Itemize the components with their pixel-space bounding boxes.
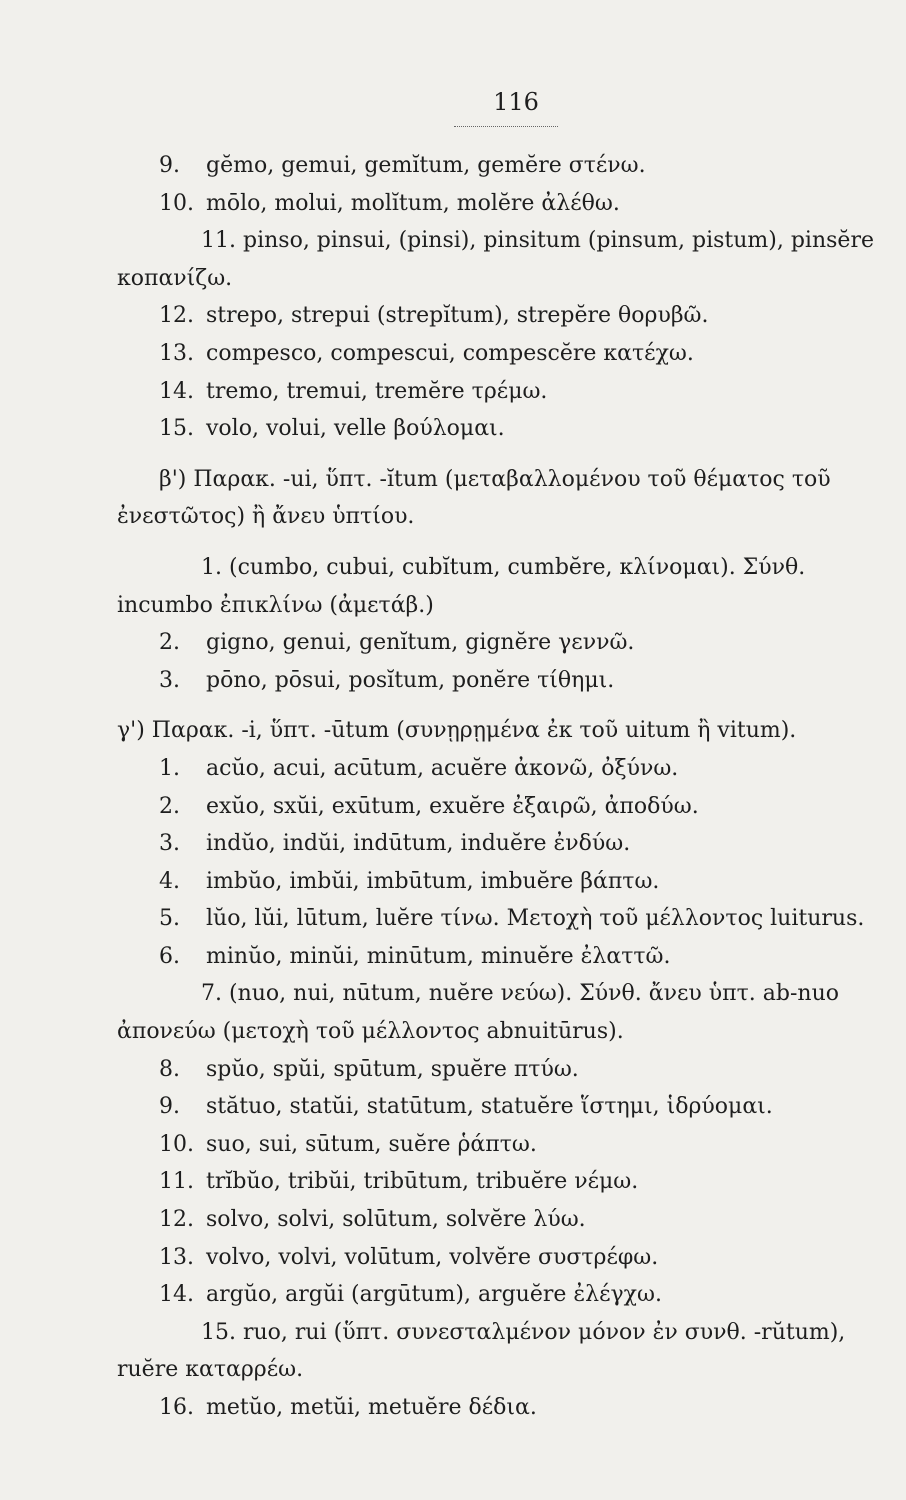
- list-item: [117, 1389, 883, 1427]
- item-text: tremo, tremui, tremĕre τρέμω.: [206, 378, 548, 404]
- item-text: pōno, pōsui, posĭtum, ponĕre τίθημι.: [206, 667, 615, 693]
- item-text: imbŭo, imbŭi, imbūtum, imbuĕre βάπτω.: [206, 868, 660, 894]
- item-text: compesco, compescui, compescĕre κατέχω.: [206, 340, 694, 366]
- list-item: [117, 1201, 883, 1239]
- item-text: spŭo, spŭi, spūtum, spuĕre πτύω.: [206, 1056, 579, 1082]
- item-text: stătuo, statŭi, statūtum, statuĕre ἵστημι, ἱδρύομαι.: [206, 1094, 773, 1120]
- item-number: 13.: [159, 340, 194, 366]
- item-text: metŭo, metŭi, metuĕre δέδια.: [206, 1395, 537, 1420]
- list-item: [117, 185, 883, 223]
- item-text: (cumbo, cubui, cubĭtum, cumbĕre, κλίνομαι). Σύνθ. incumbo ἐπικλίνω (ἀμετάβ.): [117, 554, 806, 618]
- item-number: 15.: [159, 416, 194, 442]
- list-item: [117, 900, 883, 938]
- item-number: 9.: [159, 153, 180, 178]
- page-number: 116: [493, 88, 539, 116]
- item-number: 11.: [201, 228, 236, 254]
- item-number: 7.: [201, 981, 222, 1007]
- item-text: (nuo, nui, nūtum, nuĕre νεύω). Σύνθ. ἄνευ ὑπτ. ab-nuo ἀπονεύω (μετοχὴ τοῦ μέλλοντος abnuitūrus).: [117, 981, 839, 1045]
- list-item: [117, 975, 883, 1050]
- item-text: suo, sui, sūtum, suĕre ῥάπτω.: [206, 1131, 537, 1157]
- item-text: argŭo, argŭi (argūtum), arguĕre ἐλέγχω.: [206, 1282, 662, 1308]
- item-text: pinso, pinsui, (pinsi), pinsitum (pinsum, pistum), pinsĕre κοπανίζω.: [117, 228, 874, 291]
- list-item: [117, 750, 883, 788]
- item-text: strepo, strepui (strepĭtum), strepĕre θορυβῶ.: [206, 303, 709, 329]
- item-number: 10.: [159, 1131, 194, 1157]
- verb-list-c: [117, 750, 883, 1427]
- item-number: 8.: [159, 1056, 180, 1082]
- item-text: lŭo, lŭi, lūtum, luĕre τίνω. Μετοχὴ τοῦ μέλλοντος luiturus.: [206, 906, 865, 932]
- list-item: [117, 825, 883, 863]
- list-item: [117, 662, 883, 700]
- item-number: 6.: [159, 943, 180, 969]
- item-text: trĭbŭo, tribŭi, tribūtum, tribuĕre νέμω.: [206, 1169, 639, 1195]
- item-number: 3.: [159, 667, 180, 693]
- item-number: 10.: [159, 190, 194, 216]
- list-item: [117, 1314, 883, 1389]
- item-text: volo, volui, velle βούλομαι.: [206, 416, 505, 442]
- item-text: volvo, volvi, volūtum, volvĕre συστρέφω.: [206, 1244, 659, 1270]
- list-item: [117, 624, 883, 662]
- item-number: 15.: [201, 1319, 236, 1345]
- list-item: [117, 1163, 883, 1201]
- item-number: 11.: [159, 1169, 194, 1195]
- section-heading-b: β') Παρακ. -ui, ὕπτ. -ĭtum (μεταβαλλομένου τοῦ θέματος τοῦ ἐνεστῶτος) ἢ ἄνευ ὑπτίου.: [117, 466, 831, 530]
- item-number: 9.: [159, 1094, 180, 1120]
- list-item: [117, 373, 883, 411]
- item-number: 13.: [159, 1244, 194, 1270]
- page-number-rule: [454, 126, 558, 127]
- item-number: 12.: [159, 303, 194, 329]
- list-item: [117, 297, 883, 335]
- section-heading-c: γ') Παρακ. -i, ὕπτ. -ūtum (συνῃρῃμένα ἐκ τοῦ uitum ἢ vitum).: [117, 718, 797, 744]
- item-number: 12.: [159, 1207, 194, 1233]
- item-text: gigno, genui, genĭtum, gignĕre γεννῶ.: [206, 630, 635, 656]
- list-item: [117, 1239, 883, 1277]
- item-text: mōlo, molui, molĭtum, molĕre ἀλέθω.: [206, 190, 620, 216]
- item-text: acŭo, acui, acūtum, acuĕre ἀκονῶ, ὀξύνω.: [206, 755, 679, 781]
- list-item: [117, 1276, 883, 1314]
- page-content: [117, 147, 883, 1427]
- list-item: [117, 222, 883, 297]
- list-item: [117, 788, 883, 826]
- item-text: ruo, rui (ὕπτ. συνεσταλμένον μόνον ἐν συνθ. -rŭtum), ruĕre καταρρέω.: [117, 1319, 846, 1383]
- item-text: gĕmo, gemui, gemĭtum, gemĕre στένω.: [206, 153, 646, 178]
- list-item: [117, 1126, 883, 1164]
- verb-list-a: [117, 147, 883, 448]
- list-item: [117, 863, 883, 901]
- item-text: indŭo, indŭi, indūtum, induĕre ἐνδύω.: [206, 831, 631, 857]
- item-number: 3.: [159, 831, 180, 857]
- item-text: minŭo, minŭi, minūtum, minuĕre ἐλαττῶ.: [206, 943, 671, 969]
- list-item: [117, 549, 883, 624]
- item-number: 1.: [159, 755, 180, 781]
- item-number: 14.: [159, 378, 194, 404]
- item-number: 14.: [159, 1282, 194, 1308]
- list-item: [117, 410, 883, 448]
- item-number: 1.: [201, 554, 222, 580]
- item-number: 4.: [159, 868, 180, 894]
- item-number: 16.: [159, 1395, 194, 1420]
- item-text: solvo, solvi, solūtum, solvĕre λύω.: [206, 1207, 586, 1233]
- list-item: [117, 147, 883, 185]
- item-number: 2.: [159, 630, 180, 656]
- list-item: [117, 1051, 883, 1089]
- list-item: [117, 938, 883, 976]
- list-item: [117, 335, 883, 373]
- item-number: 5.: [159, 906, 180, 932]
- item-text: exŭo, sxŭi, exūtum, exuĕre ἐξαιρῶ, ἀποδύω.: [206, 793, 699, 819]
- verb-list-b: [117, 549, 883, 699]
- list-item: [117, 1088, 883, 1126]
- item-number: 2.: [159, 793, 180, 819]
